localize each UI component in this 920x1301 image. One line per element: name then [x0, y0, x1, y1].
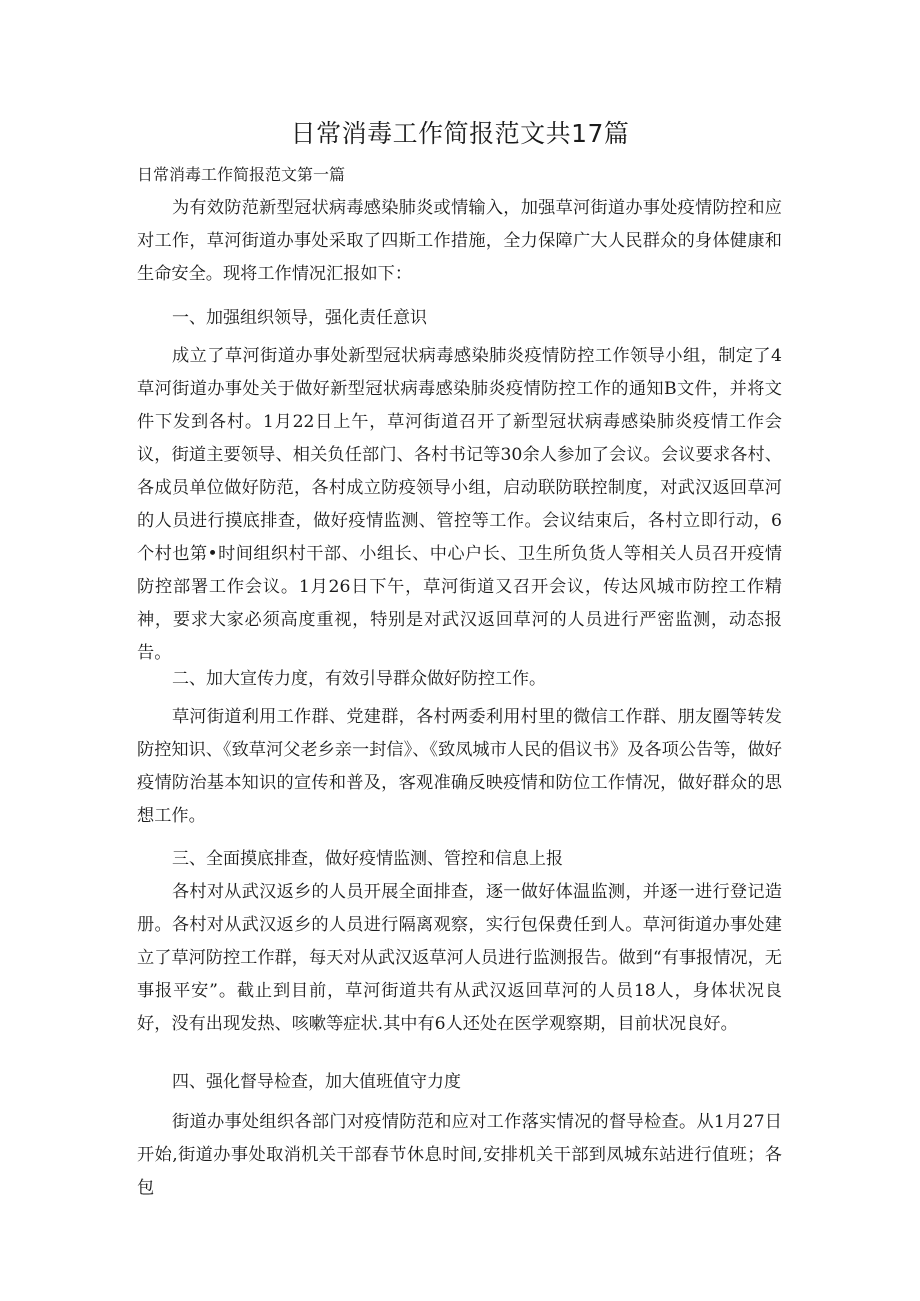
section-3-paragraph: 各村对从武汉返乡的人员开展全面排查，逐一做好体温监测，并逐一进行登记造册。各村对从武汉返乡的人员进行隔离观察，实行包保费任到人。草河街道办事处建立了草河防控工作群，每天对从武汉返草河人员进行监测报告。做到“有事报情况，无事报平安”。截止到目前，草河街道共有从武汉返回草河的人员18人，身体状况良好，没有出现发热、咳嗽等症状.其中有6人还处在医学观察期，目前状况良好。	[137, 882, 782, 1034]
section-4-paragraph: 街道办事处组织各部门对疫情防范和应对工作落实情况的督导检查。从1月27日开始,街道办事处取消机关干部春节休息时间,安排机关干部到凤城东站进行值班；各包	[137, 1112, 782, 1198]
section-1-paragraph: 成立了草河街道办事处新型冠状病毒感染肺炎疫情防控工作领导小组，制定了4草河街道办事处关于做好新型冠状病毒感染肺炎疫情防控工作的通知B文件，并将文件下发到各村。1月22日上午，草河街道召开了新型冠状病毒感染肺炎疫情工作会议，街道主要领导、相关负任部门、各村书记等30余人参加了会议。会议要求各村、各成员单位做好防范，各村成立防疫领导小组，启动联防联控制度，对武汉返回草河的人员进行摸底排查，做好疫情监测、管控等工作。会议结束后，各村立即行动，6个村也第•时间组织村干部、小组长、中心户长、卫生所负货人等相关人员召开疫情防控部署工作会议。1月26日下午，草河街道又召开会议，传达风城市防控工作精神，要求大家必须高度重视，特别是对武汉返回草河的人员进行严密监测，动态报告。	[137, 346, 782, 663]
section-2-paragraph: 草河街道利用工作群、党建群，各村两委利用村里的微信工作群、朋友圈等转发防控知识、《致草河父老乡亲一封信》、《致凤城市人民的倡议书》及各项公告等，做好疫情防治基本知识的宣传和普及，客观准确反映疫情和防位工作情况，做好群众的思想工作。	[137, 707, 782, 826]
intro-paragraph: 为有效防范新型冠状病毒感染肺炎或情输入，加强草河街道办事处疫情防控和应对工作，草河街道办事处采取了四斯工作措施，全力保障广大人民群众的身体健康和生命安全。现将工作情况汇报如下：	[137, 198, 782, 284]
section-heading-2: 二、加大宣传力度，有效引导群众做好防控工作。	[172, 669, 546, 689]
section-heading-1: 一、加强组织领导，强化责任意识	[172, 308, 427, 328]
document-title: 日常消毒工作简报范文共17篇	[290, 119, 630, 148]
document-subtitle: 日常消毒工作简报范文第一篇	[137, 165, 346, 184]
section-heading-4: 四、强化督导检查，加大值班值守力度	[172, 1072, 461, 1092]
section-heading-3: 三、全面摸底排查，做好疫情监测、管控和信息上报	[172, 849, 563, 869]
